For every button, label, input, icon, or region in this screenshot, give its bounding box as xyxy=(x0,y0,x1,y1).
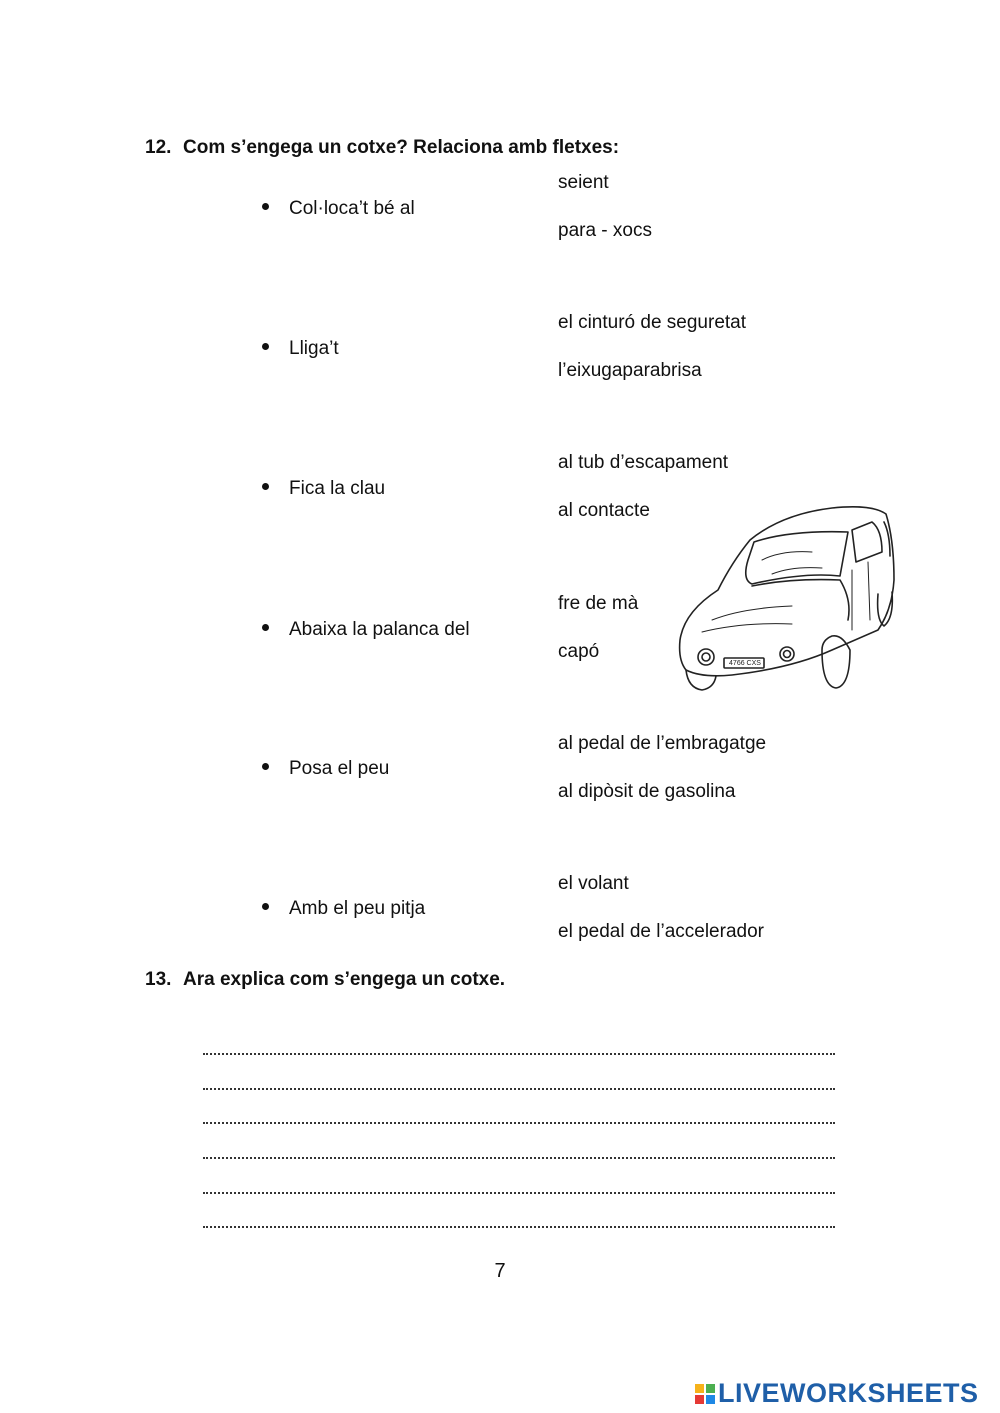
question-number: 13. xyxy=(145,969,172,990)
prompt-3[interactable] xyxy=(262,478,385,500)
question-text: Com s’engega un cotxe? Relaciona amb fletxes: xyxy=(183,137,620,158)
option-3b[interactable]: al contacte xyxy=(558,500,650,521)
option-1a[interactable]: seient xyxy=(558,172,609,193)
logo-text: LIVEWORKSHEETS xyxy=(718,1378,979,1408)
answer-line[interactable] xyxy=(203,1157,835,1159)
question-13-title xyxy=(145,969,505,991)
car-plate-label: 4766 CXS xyxy=(729,660,761,667)
liveworksheets-logo[interactable] xyxy=(695,1378,979,1409)
option-3a[interactable]: al tub d’escapament xyxy=(558,452,729,473)
car-illustration xyxy=(672,500,900,695)
prompt-4[interactable] xyxy=(262,619,470,641)
option-2a[interactable]: el cinturó de seguretat xyxy=(558,312,747,333)
prompt-1-text: Col·loca’t bé al xyxy=(289,198,415,219)
option-5b[interactable]: al dipòsit de gasolina xyxy=(558,781,736,802)
prompt-6-text: Amb el peu pitja xyxy=(289,898,426,919)
prompt-5[interactable] xyxy=(262,758,389,780)
prompt-1[interactable] xyxy=(262,198,415,220)
option-2b[interactable]: l’eixugaparabrisa xyxy=(558,360,702,381)
question-number: 12. xyxy=(145,137,172,158)
prompt-2[interactable] xyxy=(262,338,339,360)
option-1b[interactable]: para - xocs xyxy=(558,220,652,241)
answer-line[interactable] xyxy=(203,1088,835,1090)
option-4b[interactable]: capó xyxy=(558,641,600,662)
answer-line[interactable] xyxy=(203,1226,835,1228)
bullet-icon xyxy=(262,903,269,910)
bullet-icon xyxy=(262,763,269,770)
option-5a[interactable]: al pedal de l’embragatge xyxy=(558,733,767,754)
question-12-title xyxy=(145,137,619,159)
option-6b[interactable]: el pedal de l’accelerador xyxy=(558,921,764,942)
logo-icon xyxy=(695,1384,715,1404)
option-6a[interactable]: el volant xyxy=(558,873,629,894)
bullet-icon xyxy=(262,203,269,210)
answer-line[interactable] xyxy=(203,1192,835,1194)
prompt-4-text: Abaixa la palanca del xyxy=(289,619,470,640)
page-number: 7 xyxy=(494,1260,506,1282)
prompt-5-text: Posa el peu xyxy=(289,758,390,779)
bullet-icon xyxy=(262,483,269,490)
bullet-icon xyxy=(262,624,269,631)
prompt-3-text: Fica la clau xyxy=(289,478,386,499)
answer-line[interactable] xyxy=(203,1122,835,1124)
answer-line[interactable] xyxy=(203,1053,835,1055)
bullet-icon xyxy=(262,343,269,350)
option-4a[interactable]: fre de mà xyxy=(558,593,639,614)
prompt-6[interactable] xyxy=(262,898,425,920)
prompt-2-text: Lliga’t xyxy=(289,338,339,359)
question-text: Ara explica com s’engega un cotxe. xyxy=(183,969,506,990)
